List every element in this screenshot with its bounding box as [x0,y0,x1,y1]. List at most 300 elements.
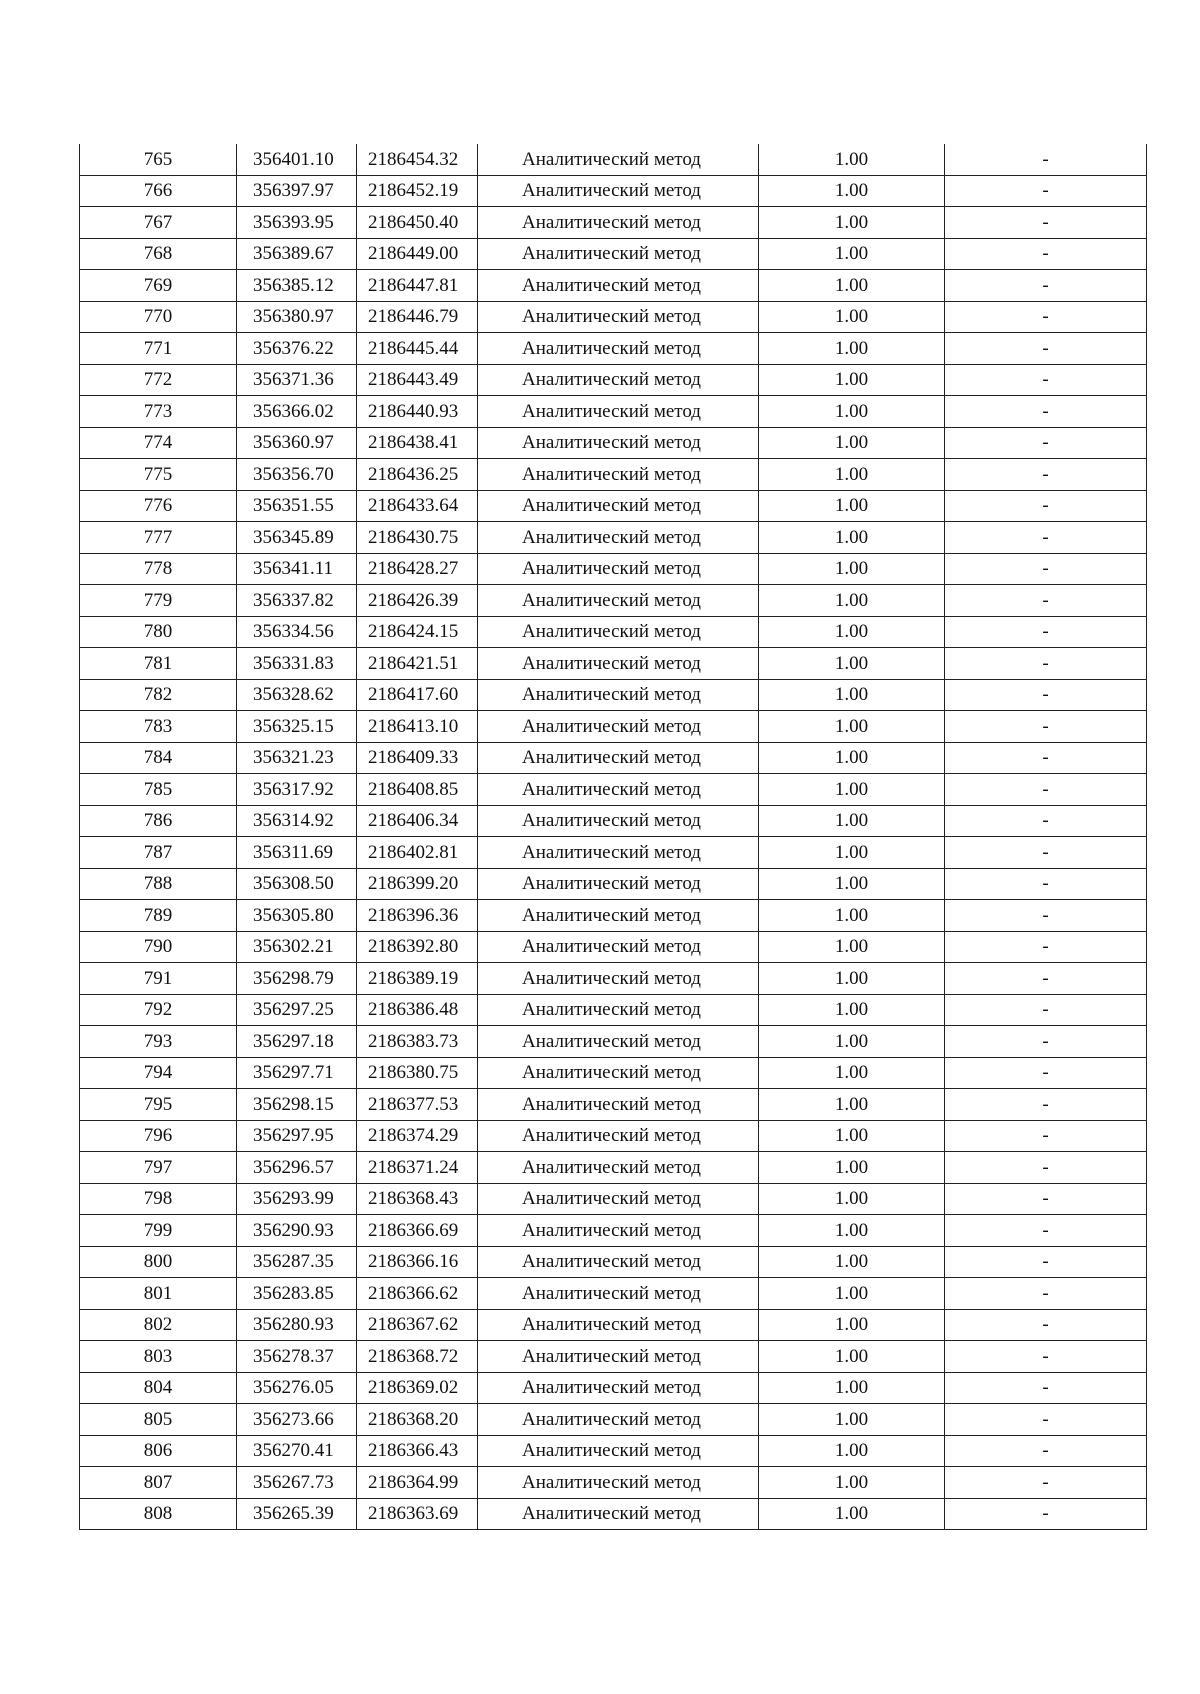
y-coordinate-cell: 2186428.27 [357,553,478,585]
method-cell: Аналитический метод [478,1498,759,1530]
note-cell: - [945,1278,1147,1310]
table-row [80,333,1147,365]
note-cell: - [945,1246,1147,1278]
point-number-cell: 768 [80,238,237,270]
table-row [80,868,1147,900]
method-cell: Аналитический метод [478,522,759,554]
table-row [80,931,1147,963]
note-cell: - [945,459,1147,491]
y-coordinate-cell: 2186366.62 [357,1278,478,1310]
accuracy-cell: 1.00 [759,238,945,270]
method-cell: Аналитический метод [478,270,759,302]
table-row [80,459,1147,491]
accuracy-cell: 1.00 [759,1057,945,1089]
point-number-cell: 778 [80,553,237,585]
table-row [80,711,1147,743]
point-number-cell: 776 [80,490,237,522]
note-cell: - [945,364,1147,396]
note-cell: - [945,585,1147,617]
coordinates-table [79,144,1147,1530]
x-coordinate-cell: 356393.95 [237,207,357,239]
point-number-cell: 788 [80,868,237,900]
accuracy-cell: 1.00 [759,175,945,207]
table-row [80,1498,1147,1530]
method-cell: Аналитический метод [478,837,759,869]
x-coordinate-cell: 356321.23 [237,742,357,774]
x-coordinate-cell: 356270.41 [237,1435,357,1467]
accuracy-cell: 1.00 [759,459,945,491]
accuracy-cell: 1.00 [759,1246,945,1278]
accuracy-cell: 1.00 [759,522,945,554]
x-coordinate-cell: 356337.82 [237,585,357,617]
x-coordinate-cell: 356371.36 [237,364,357,396]
accuracy-cell: 1.00 [759,1372,945,1404]
table-row [80,396,1147,428]
y-coordinate-cell: 2186377.53 [357,1089,478,1121]
table-row [80,1309,1147,1341]
table-row [80,742,1147,774]
note-cell: - [945,1404,1147,1436]
x-coordinate-cell: 356366.02 [237,396,357,428]
method-cell: Аналитический метод [478,427,759,459]
table-row [80,364,1147,396]
method-cell: Аналитический метод [478,459,759,491]
y-coordinate-cell: 2186406.34 [357,805,478,837]
note-cell: - [945,805,1147,837]
accuracy-cell: 1.00 [759,333,945,365]
accuracy-cell: 1.00 [759,1152,945,1184]
method-cell: Аналитический метод [478,301,759,333]
table-row [80,207,1147,239]
coordinates-table-body [80,144,1147,1530]
y-coordinate-cell: 2186396.36 [357,900,478,932]
accuracy-cell: 1.00 [759,805,945,837]
point-number-cell: 766 [80,175,237,207]
x-coordinate-cell: 356397.97 [237,175,357,207]
table-row [80,585,1147,617]
table-row [80,553,1147,585]
x-coordinate-cell: 356314.92 [237,805,357,837]
y-coordinate-cell: 2186449.00 [357,238,478,270]
point-number-cell: 795 [80,1089,237,1121]
accuracy-cell: 1.00 [759,1215,945,1247]
x-coordinate-cell: 356267.73 [237,1467,357,1499]
method-cell: Аналитический метод [478,1309,759,1341]
x-coordinate-cell: 356298.15 [237,1089,357,1121]
note-cell: - [945,1341,1147,1373]
y-coordinate-cell: 2186392.80 [357,931,478,963]
accuracy-cell: 1.00 [759,301,945,333]
accuracy-cell: 1.00 [759,1026,945,1058]
note-cell: - [945,1183,1147,1215]
note-cell: - [945,522,1147,554]
y-coordinate-cell: 2186367.62 [357,1309,478,1341]
point-number-cell: 794 [80,1057,237,1089]
method-cell: Аналитический метод [478,1467,759,1499]
x-coordinate-cell: 356280.93 [237,1309,357,1341]
method-cell: Аналитический метод [478,1026,759,1058]
method-cell: Аналитический метод [478,1152,759,1184]
point-number-cell: 775 [80,459,237,491]
x-coordinate-cell: 356302.21 [237,931,357,963]
y-coordinate-cell: 2186409.33 [357,742,478,774]
table-row [80,270,1147,302]
method-cell: Аналитический метод [478,963,759,995]
method-cell: Аналитический метод [478,238,759,270]
x-coordinate-cell: 356325.15 [237,711,357,743]
table-row [80,1246,1147,1278]
accuracy-cell: 1.00 [759,679,945,711]
method-cell: Аналитический метод [478,1404,759,1436]
table-row [80,1372,1147,1404]
table-row [80,1152,1147,1184]
point-number-cell: 801 [80,1278,237,1310]
note-cell: - [945,1467,1147,1499]
point-number-cell: 782 [80,679,237,711]
point-number-cell: 767 [80,207,237,239]
accuracy-cell: 1.00 [759,364,945,396]
note-cell: - [945,1089,1147,1121]
x-coordinate-cell: 356376.22 [237,333,357,365]
accuracy-cell: 1.00 [759,1309,945,1341]
method-cell: Аналитический метод [478,1372,759,1404]
method-cell: Аналитический метод [478,900,759,932]
y-coordinate-cell: 2186440.93 [357,396,478,428]
table-row [80,1404,1147,1436]
point-number-cell: 790 [80,931,237,963]
method-cell: Аналитический метод [478,711,759,743]
point-number-cell: 779 [80,585,237,617]
method-cell: Аналитический метод [478,553,759,585]
accuracy-cell: 1.00 [759,963,945,995]
accuracy-cell: 1.00 [759,585,945,617]
x-coordinate-cell: 356331.83 [237,648,357,680]
method-cell: Аналитический метод [478,931,759,963]
point-number-cell: 799 [80,1215,237,1247]
x-coordinate-cell: 356283.85 [237,1278,357,1310]
method-cell: Аналитический метод [478,490,759,522]
table-row [80,963,1147,995]
accuracy-cell: 1.00 [759,900,945,932]
method-cell: Аналитический метод [478,994,759,1026]
y-coordinate-cell: 2186408.85 [357,774,478,806]
point-number-cell: 798 [80,1183,237,1215]
x-coordinate-cell: 356341.11 [237,553,357,585]
note-cell: - [945,1309,1147,1341]
point-number-cell: 784 [80,742,237,774]
x-coordinate-cell: 356380.97 [237,301,357,333]
point-number-cell: 781 [80,648,237,680]
y-coordinate-cell: 2186426.39 [357,585,478,617]
x-coordinate-cell: 356328.62 [237,679,357,711]
note-cell: - [945,774,1147,806]
y-coordinate-cell: 2186430.75 [357,522,478,554]
accuracy-cell: 1.00 [759,207,945,239]
x-coordinate-cell: 356401.10 [237,144,357,175]
point-number-cell: 774 [80,427,237,459]
table-row [80,490,1147,522]
table-row [80,1467,1147,1499]
y-coordinate-cell: 2186366.69 [357,1215,478,1247]
note-cell: - [945,679,1147,711]
y-coordinate-cell: 2186445.44 [357,333,478,365]
note-cell: - [945,994,1147,1026]
x-coordinate-cell: 356276.05 [237,1372,357,1404]
y-coordinate-cell: 2186450.40 [357,207,478,239]
method-cell: Аналитический метод [478,1089,759,1121]
table-row [80,144,1147,175]
y-coordinate-cell: 2186368.43 [357,1183,478,1215]
y-coordinate-cell: 2186364.99 [357,1467,478,1499]
table-row [80,994,1147,1026]
point-number-cell: 786 [80,805,237,837]
y-coordinate-cell: 2186368.20 [357,1404,478,1436]
y-coordinate-cell: 2186446.79 [357,301,478,333]
note-cell: - [945,238,1147,270]
accuracy-cell: 1.00 [759,1341,945,1373]
method-cell: Аналитический метод [478,648,759,680]
table-row [80,301,1147,333]
accuracy-cell: 1.00 [759,1498,945,1530]
table-row [80,175,1147,207]
y-coordinate-cell: 2186452.19 [357,175,478,207]
method-cell: Аналитический метод [478,742,759,774]
y-coordinate-cell: 2186399.20 [357,868,478,900]
accuracy-cell: 1.00 [759,490,945,522]
method-cell: Аналитический метод [478,1057,759,1089]
table-row [80,1341,1147,1373]
x-coordinate-cell: 356385.12 [237,270,357,302]
note-cell: - [945,144,1147,175]
x-coordinate-cell: 356334.56 [237,616,357,648]
point-number-cell: 808 [80,1498,237,1530]
y-coordinate-cell: 2186380.75 [357,1057,478,1089]
point-number-cell: 787 [80,837,237,869]
table-row [80,1278,1147,1310]
y-coordinate-cell: 2186417.60 [357,679,478,711]
note-cell: - [945,1152,1147,1184]
point-number-cell: 796 [80,1120,237,1152]
y-coordinate-cell: 2186368.72 [357,1341,478,1373]
y-coordinate-cell: 2186366.43 [357,1435,478,1467]
y-coordinate-cell: 2186424.15 [357,616,478,648]
x-coordinate-cell: 356389.67 [237,238,357,270]
table-row [80,1089,1147,1121]
note-cell: - [945,931,1147,963]
method-cell: Аналитический метод [478,364,759,396]
point-number-cell: 792 [80,994,237,1026]
table-row [80,805,1147,837]
method-cell: Аналитический метод [478,1246,759,1278]
table-row [80,522,1147,554]
accuracy-cell: 1.00 [759,616,945,648]
point-number-cell: 783 [80,711,237,743]
y-coordinate-cell: 2186366.16 [357,1246,478,1278]
note-cell: - [945,711,1147,743]
table-row [80,1435,1147,1467]
x-coordinate-cell: 356311.69 [237,837,357,869]
accuracy-cell: 1.00 [759,1120,945,1152]
x-coordinate-cell: 356296.57 [237,1152,357,1184]
note-cell: - [945,396,1147,428]
method-cell: Аналитический метод [478,1215,759,1247]
note-cell: - [945,1120,1147,1152]
method-cell: Аналитический метод [478,1183,759,1215]
method-cell: Аналитический метод [478,616,759,648]
method-cell: Аналитический метод [478,868,759,900]
table-row [80,1183,1147,1215]
point-number-cell: 793 [80,1026,237,1058]
method-cell: Аналитический метод [478,333,759,365]
point-number-cell: 770 [80,301,237,333]
note-cell: - [945,1057,1147,1089]
note-cell: - [945,837,1147,869]
point-number-cell: 772 [80,364,237,396]
accuracy-cell: 1.00 [759,774,945,806]
note-cell: - [945,333,1147,365]
x-coordinate-cell: 356360.97 [237,427,357,459]
method-cell: Аналитический метод [478,585,759,617]
x-coordinate-cell: 356278.37 [237,1341,357,1373]
y-coordinate-cell: 2186443.49 [357,364,478,396]
accuracy-cell: 1.00 [759,1404,945,1436]
note-cell: - [945,490,1147,522]
method-cell: Аналитический метод [478,805,759,837]
point-number-cell: 773 [80,396,237,428]
table-row [80,616,1147,648]
accuracy-cell: 1.00 [759,144,945,175]
accuracy-cell: 1.00 [759,427,945,459]
table-row [80,774,1147,806]
accuracy-cell: 1.00 [759,711,945,743]
note-cell: - [945,427,1147,459]
y-coordinate-cell: 2186433.64 [357,490,478,522]
accuracy-cell: 1.00 [759,994,945,1026]
method-cell: Аналитический метод [478,1435,759,1467]
note-cell: - [945,963,1147,995]
note-cell: - [945,616,1147,648]
accuracy-cell: 1.00 [759,396,945,428]
method-cell: Аналитический метод [478,1120,759,1152]
note-cell: - [945,1026,1147,1058]
accuracy-cell: 1.00 [759,1435,945,1467]
point-number-cell: 791 [80,963,237,995]
method-cell: Аналитический метод [478,396,759,428]
x-coordinate-cell: 356297.95 [237,1120,357,1152]
note-cell: - [945,301,1147,333]
note-cell: - [945,1372,1147,1404]
x-coordinate-cell: 356265.39 [237,1498,357,1530]
x-coordinate-cell: 356345.89 [237,522,357,554]
method-cell: Аналитический метод [478,679,759,711]
note-cell: - [945,868,1147,900]
point-number-cell: 806 [80,1435,237,1467]
table-row [80,427,1147,459]
table-row [80,679,1147,711]
accuracy-cell: 1.00 [759,553,945,585]
method-cell: Аналитический метод [478,175,759,207]
accuracy-cell: 1.00 [759,1089,945,1121]
point-number-cell: 785 [80,774,237,806]
note-cell: - [945,742,1147,774]
accuracy-cell: 1.00 [759,1278,945,1310]
accuracy-cell: 1.00 [759,742,945,774]
x-coordinate-cell: 356287.35 [237,1246,357,1278]
accuracy-cell: 1.00 [759,648,945,680]
accuracy-cell: 1.00 [759,868,945,900]
x-coordinate-cell: 356356.70 [237,459,357,491]
note-cell: - [945,175,1147,207]
accuracy-cell: 1.00 [759,1183,945,1215]
y-coordinate-cell: 2186369.02 [357,1372,478,1404]
y-coordinate-cell: 2186386.48 [357,994,478,1026]
y-coordinate-cell: 2186383.73 [357,1026,478,1058]
accuracy-cell: 1.00 [759,270,945,302]
point-number-cell: 777 [80,522,237,554]
x-coordinate-cell: 356273.66 [237,1404,357,1436]
table-row [80,238,1147,270]
note-cell: - [945,648,1147,680]
y-coordinate-cell: 2186413.10 [357,711,478,743]
point-number-cell: 805 [80,1404,237,1436]
y-coordinate-cell: 2186438.41 [357,427,478,459]
table-row [80,837,1147,869]
y-coordinate-cell: 2186421.51 [357,648,478,680]
method-cell: Аналитический метод [478,774,759,806]
y-coordinate-cell: 2186454.32 [357,144,478,175]
table-row [80,1120,1147,1152]
y-coordinate-cell: 2186371.24 [357,1152,478,1184]
x-coordinate-cell: 356297.71 [237,1057,357,1089]
note-cell: - [945,1435,1147,1467]
point-number-cell: 789 [80,900,237,932]
accuracy-cell: 1.00 [759,1467,945,1499]
method-cell: Аналитический метод [478,144,759,175]
table-row [80,900,1147,932]
y-coordinate-cell: 2186436.25 [357,459,478,491]
y-coordinate-cell: 2186374.29 [357,1120,478,1152]
note-cell: - [945,900,1147,932]
x-coordinate-cell: 356308.50 [237,868,357,900]
note-cell: - [945,1498,1147,1530]
x-coordinate-cell: 356317.92 [237,774,357,806]
x-coordinate-cell: 356297.25 [237,994,357,1026]
table-row [80,648,1147,680]
point-number-cell: 771 [80,333,237,365]
point-number-cell: 803 [80,1341,237,1373]
note-cell: - [945,270,1147,302]
note-cell: - [945,553,1147,585]
method-cell: Аналитический метод [478,1278,759,1310]
accuracy-cell: 1.00 [759,931,945,963]
table-row [80,1215,1147,1247]
point-number-cell: 802 [80,1309,237,1341]
note-cell: - [945,207,1147,239]
y-coordinate-cell: 2186389.19 [357,963,478,995]
x-coordinate-cell: 356293.99 [237,1183,357,1215]
note-cell: - [945,1215,1147,1247]
method-cell: Аналитический метод [478,1341,759,1373]
x-coordinate-cell: 356298.79 [237,963,357,995]
y-coordinate-cell: 2186363.69 [357,1498,478,1530]
x-coordinate-cell: 356290.93 [237,1215,357,1247]
table-row [80,1026,1147,1058]
x-coordinate-cell: 356297.18 [237,1026,357,1058]
point-number-cell: 804 [80,1372,237,1404]
point-number-cell: 797 [80,1152,237,1184]
point-number-cell: 800 [80,1246,237,1278]
method-cell: Аналитический метод [478,207,759,239]
